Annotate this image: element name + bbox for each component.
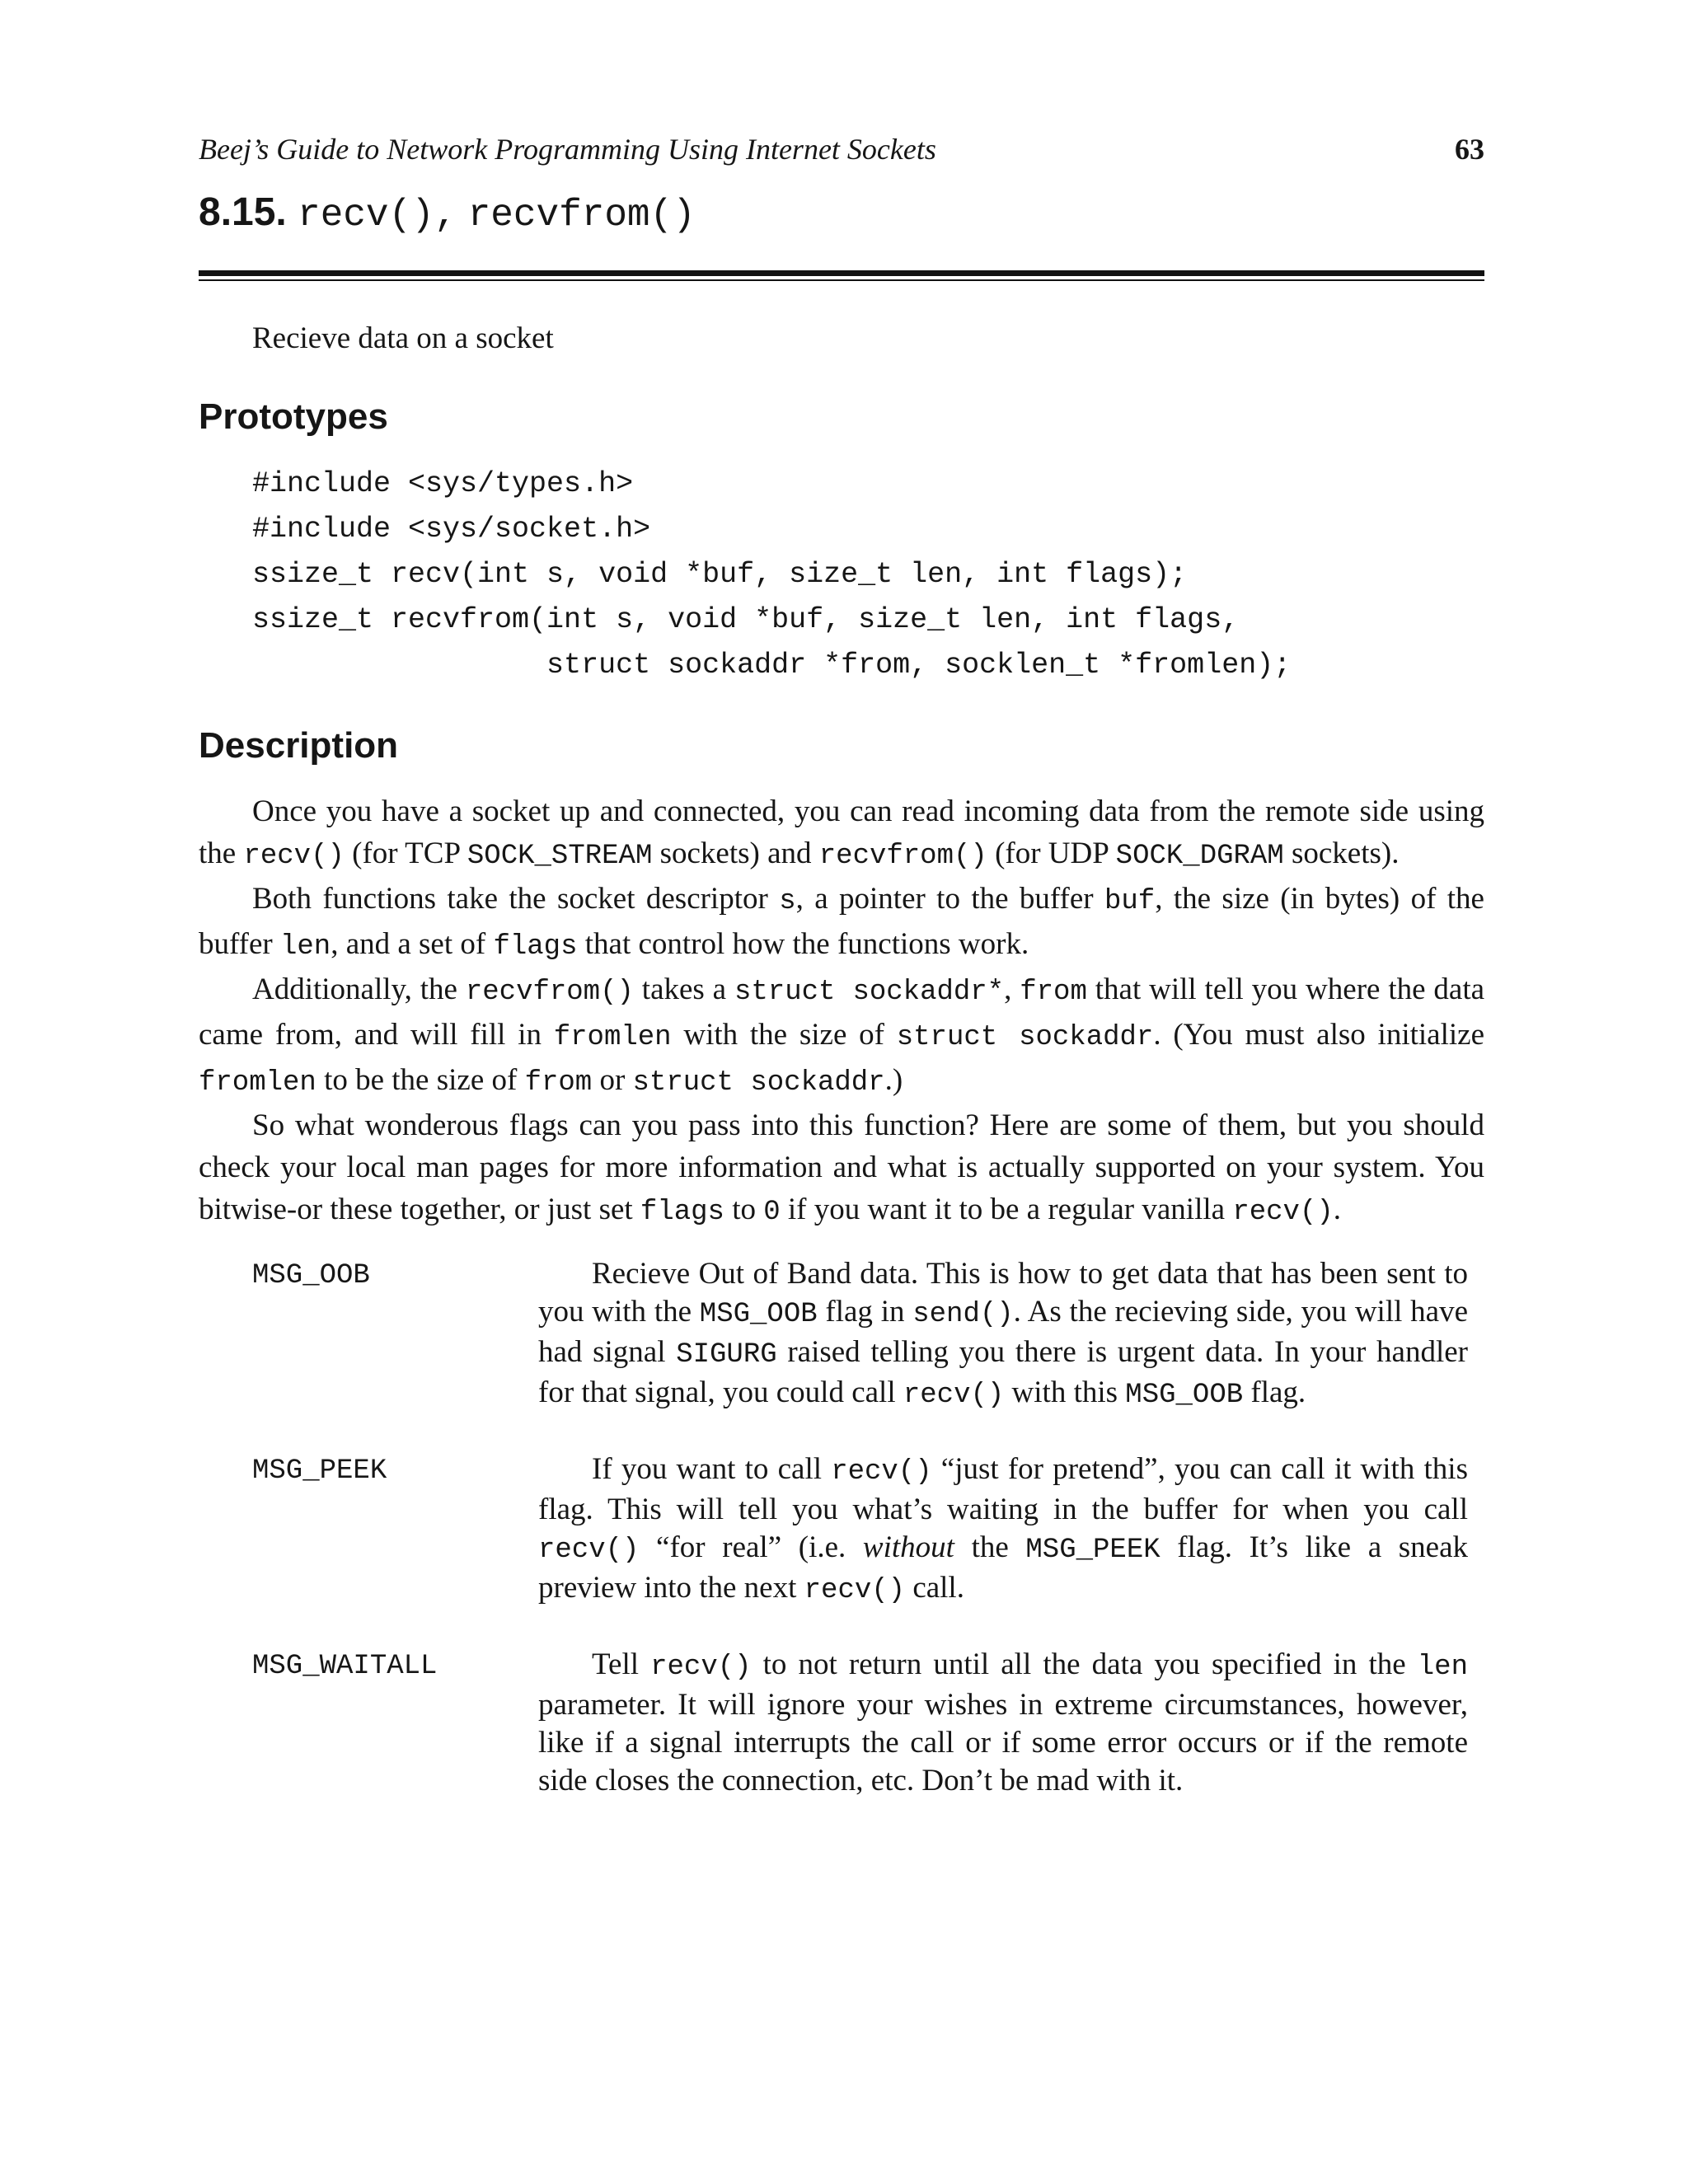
flags-list (199, 1255, 1484, 1800)
flag-description: Tell recv() to not return until all the data you specified in the len parameter. It will ignore your wishes in extreme circumstances, however, like if a signal interrupts the call or if some error occurs or if the remote side closes the connection, etc. Don’t be mad with it. (538, 1647, 1468, 1797)
document-page (199, 124, 1484, 1836)
flag-description: Recieve Out of Band data. This is how to get data that has been sent to you with the MSG_OOB flag in send(). As the recieving side, you will have had signal SIGURG raised telling you there is urgent data. In your handler for that signal, you could call recv() with this MSG_OOB flag. (538, 1257, 1468, 1411)
running-title: Beej’s Guide to Network Programming Using Internet Sockets (199, 133, 936, 166)
summary-line: Recieve data on a socket (252, 321, 554, 355)
description-paragraph-2: Both functions take the socket descriptor s, a pointer to the buffer buf, the size (in bytes) of the buffer len, and a set of flags that control how the functions work. (199, 882, 1484, 963)
description-paragraph-3: Additionally, the recvfrom() takes a struct sockaddr*, from that will tell you where the data came from, and will fill in fromlen with the size of struct sockaddr. (You must also initialize fromlen to be the size of from or struct sockaddr.) (199, 972, 1485, 1099)
flag-item-msg-oob (199, 1255, 1484, 1414)
prototypes-heading: Prototypes (199, 396, 388, 437)
flag-name: MSG_OOB (252, 1260, 370, 1291)
section-title (199, 186, 1484, 252)
flag-description: If you want to call recv() “just for pretend”, you can call it with this flag. This will tell you what’s waiting in the buffer for when you call recv() “for real” (i.e. without the MSG_PEEK flag. It’s like a sneak preview into the next recv() call. (538, 1452, 1468, 1606)
flag-item-msg-waitall (199, 1646, 1484, 1800)
description-heading: Description (199, 725, 399, 766)
flag-name: MSG_WAITALL (252, 1651, 438, 1682)
description-paragraph-1: Once you have a socket up and connected, you can read incoming data from the remote side using the recv() (for TCP SOCK_STREAM sockets) and recvfrom() (for UDP SOCK_DGRAM sockets). (199, 794, 1484, 872)
title-rule-thin (199, 279, 1484, 281)
flag-item-msg-peek (199, 1451, 1484, 1610)
title-rule-thick (199, 270, 1484, 276)
prototypes-code-block: #include <sys/types.h> #include <sys/socket.h> ssize_t recv(int s, void *buf, size_t len, int flags); ssize_t recvfrom(int s, void *buf, size_t len, int flags, struct sockaddr *from, socklen_t *fromlen); (252, 467, 1292, 682)
flag-name: MSG_PEEK (252, 1455, 387, 1487)
section-number: 8.15. (199, 190, 287, 234)
section-title-recv: recv(), (298, 194, 457, 237)
description-paragraph-4: So what wonderous flags can you pass into this function? Here are some of them, but you should check your local man pages for more information and what is actually supported on your system. You bitwise-or these together, or just set flags to 0 if you want it to be a regular vanilla recv(). (199, 1108, 1484, 1228)
page-number: 63 (1455, 133, 1484, 166)
running-header (199, 124, 1484, 175)
section-title-recvfrom: recvfrom() (467, 194, 696, 237)
